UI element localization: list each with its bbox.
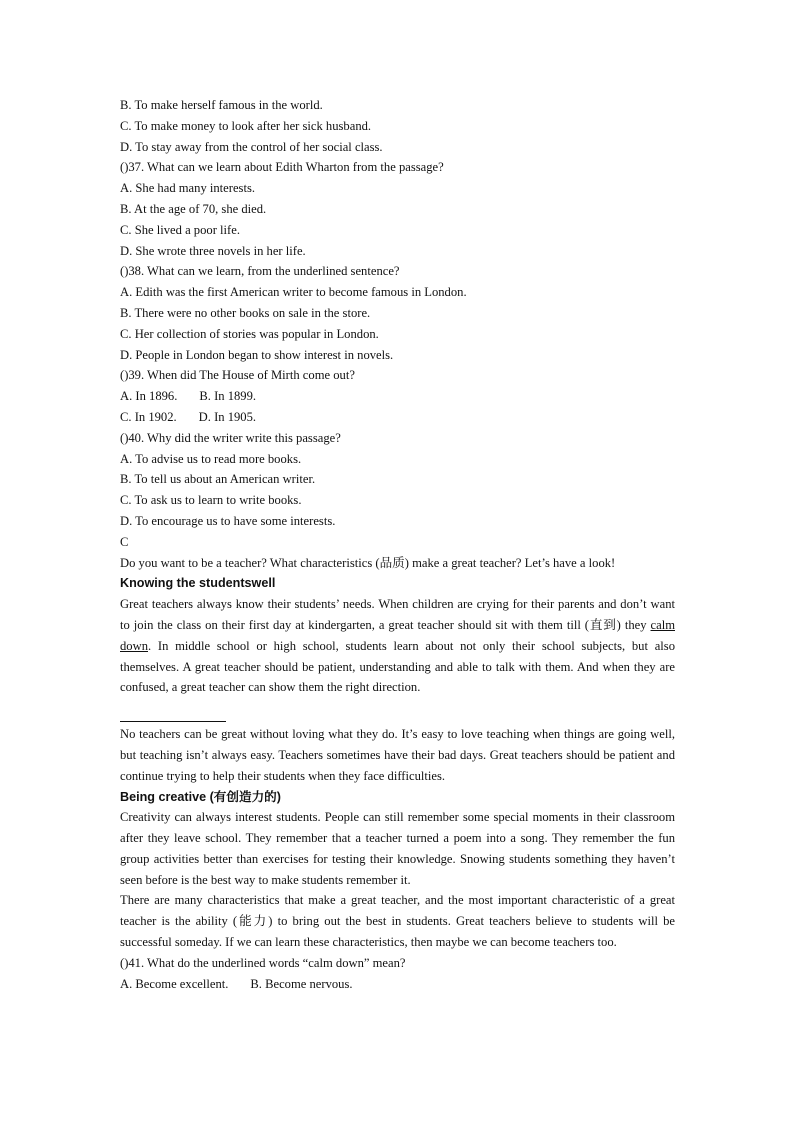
- q40-option-b: B. To tell us about an American writer.: [120, 472, 316, 487]
- q38-option-b: B. There were no other books on sale in the store.: [120, 305, 371, 320]
- document-page: [120, 95, 675, 994]
- q38-option-c: C. Her collection of stories was popular in London.: [120, 326, 379, 341]
- q40-option-d: D. To encourage us to have some interests.: [120, 513, 336, 528]
- q39-option-c: C. In 1902.: [120, 409, 177, 424]
- paragraph-creativity: Creativity can always interest students. People can still remember some special moments in their classroom after they leave school. They remember that a teacher turned a poem into a song. They remember the fun group activities better than exercises for testing their knowledge. Snowing students something they haven’t seen before is the best way to make students remember it.: [120, 810, 675, 887]
- q37-option-a: A. She had many interests.: [120, 181, 256, 196]
- q38-option-d: D. People in London began to show interest in novels.: [120, 347, 394, 362]
- q40-question: ()40. Why did the writer write this passage?: [120, 430, 341, 445]
- paragraph-knowing-students: Great teachers always know their students’ needs. When children are crying for their parents and don’t want to join the class on their first day at kindergarten, a great teacher should sit with them till (直到) they calm down. In middle school or high school, students learn about not only their school subjects, but also themselves. A great teacher should be patient, understanding and able to talk with them. And when they are confused, a great teacher can show them the right direction.: [120, 597, 675, 695]
- q39-option-a: A. In 1896.: [120, 389, 178, 404]
- q38-question: ()38. What can we learn, from the underlined sentence?: [120, 264, 400, 279]
- q37-option-d: D. She wrote three novels in her life.: [120, 243, 306, 258]
- q39-options-row1: [120, 386, 675, 407]
- q39-option-b: B. In 1899.: [199, 389, 257, 404]
- paragraph-conclusion: There are many characteristics that make a great teacher, and the most important characteristic of a great teacher is the ability (能力) to bring out the best in students. Great teachers believe to students will be successful someday. If we can learn these characteristics, then maybe we can become teachers too.: [120, 893, 675, 950]
- heading-knowing-students: Knowing the studentswell: [120, 576, 276, 591]
- q36-option-c: C. To make money to look after her sick husband.: [120, 118, 372, 133]
- q41-question: ()41. What do the underlined words “calm down” mean?: [120, 955, 406, 970]
- q38-option-a: A. Edith was the first American writer to become famous in London.: [120, 285, 467, 300]
- heading-being-creative: Being creative (有创造力的): [120, 789, 281, 804]
- underlined-calm-down: calm down: [120, 617, 675, 653]
- q41-options-row1: [120, 974, 675, 995]
- section-c-label: C: [120, 534, 129, 549]
- q41-option-b: B. Become nervous.: [250, 976, 353, 991]
- q40-option-c: C. To ask us to learn to write books.: [120, 493, 302, 508]
- q41-option-a: A. Become excellent.: [120, 976, 229, 991]
- paragraph-loving-teaching: No teachers can be great without loving what they do. It’s easy to love teaching when things are going well, but teaching isn’t always easy. Teachers sometimes have their bad days. Great teachers should be patient and continue trying to help their students when they face difficulties.: [120, 727, 675, 783]
- q39-question: ()39. When did The House of Mirth come out?: [120, 368, 355, 383]
- q36-option-b: B. To make herself famous in the world.: [120, 98, 323, 112]
- q39-options-row2: [120, 407, 675, 428]
- q37-option-b: B. At the age of 70, she died.: [120, 201, 267, 216]
- q36-option-d: D. To stay away from the control of her social class.: [120, 139, 383, 154]
- q37-question: ()37. What can we learn about Edith Wharton from the passage?: [120, 160, 444, 175]
- q39-option-d: D. In 1905.: [198, 409, 257, 424]
- answer-blank-heading: [120, 698, 675, 724]
- q37-option-c: C. She lived a poor life.: [120, 222, 240, 237]
- q40-option-a: A. To advise us to read more books.: [120, 451, 302, 466]
- section-c-intro: Do you want to be a teacher? What characteristics (品质) make a great teacher? Let’s have a look!: [120, 555, 616, 570]
